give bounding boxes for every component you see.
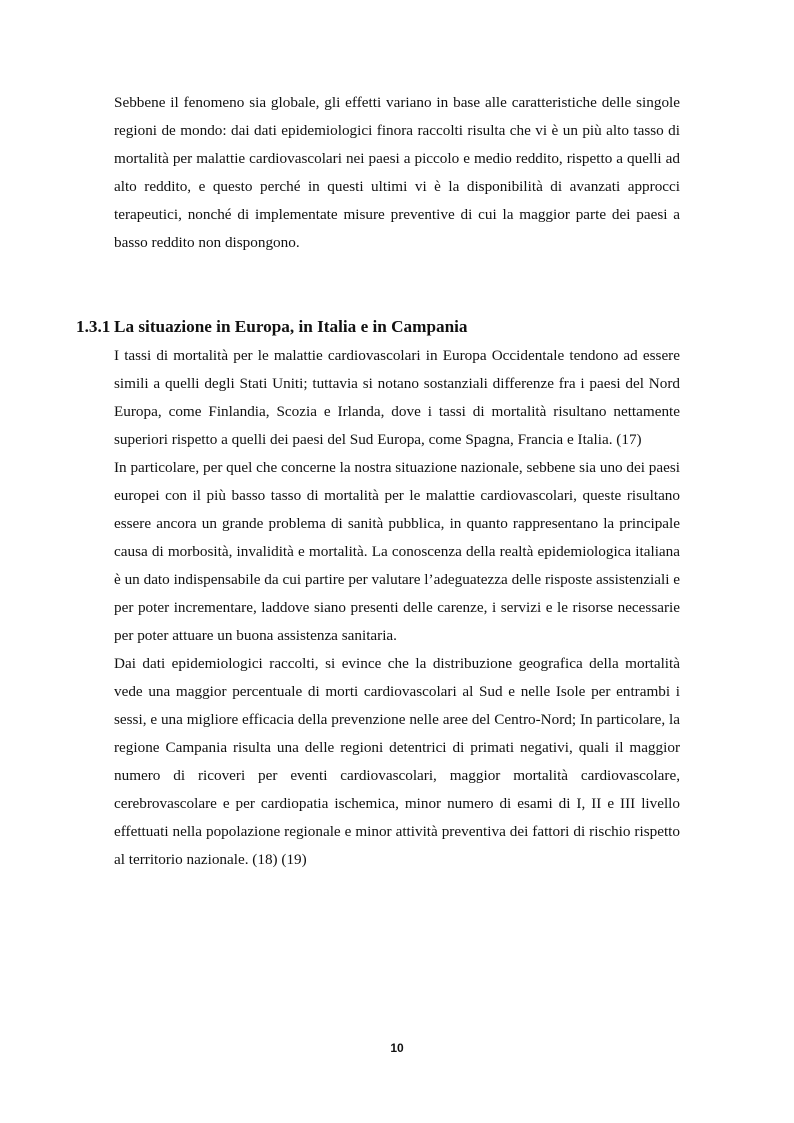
intro-paragraph: Sebbene il fenomeno sia globale, gli effetti variano in base alle caratteristiche delle singole regioni de mondo: dai dati epidemiologici finora raccolti risulta che vi è un più alto tasso di mortalità per malattie cardiovascolari nei paesi a piccolo e medio reddito, rispetto a quelli ad alto reddito, e questo perché in questi ultimi vi è la disponibilità di avanzati approcci terapeutici, nonché di implementate misure preventive di cui la maggior parte dei paesi a basso reddito non dispongono.	[114, 94, 680, 251]
page-number: 10	[390, 1041, 404, 1055]
section-number: 1.3.1	[76, 317, 111, 336]
section-heading	[76, 314, 696, 340]
section-title: La situazione in Europa, in Italia e in Campania	[114, 317, 468, 336]
paragraph-campania: Dai dati epidemiologici raccolti, si evince che la distribuzione geografica della mortalità vede una maggior percentuale di morti cardiovascolari al Sud e nelle Isole per entrambi i sessi, e una migliore efficacia della prevenzione nelle aree del Centro-Nord; In particolare, la regione Campania risulta una delle regioni detentrici di primati negativi, quali il maggior numero di ricoveri per eventi cardiovascolari, maggior mortalità cardiovascolare, cerebrovascolare e per cardiopatia ischemica, minor numero di esami di I, II e III livello effettuati nella popolazione regionale e minor attività preventiva dei fattori di rischio rispetto al territorio nazionale. (18) (19)	[114, 655, 680, 868]
paragraph-italy: In particolare, per quel che concerne la nostra situazione nazionale, sebbene sia uno dei paesi europei con il più basso tasso di mortalità per le malattie cardiovascolari, queste risultano essere ancora un grande problema di sanità pubblica, in quanto rappresentano la principale causa di morbosità, invalidità e mortalità. La conoscenza della realtà epidemiologica italiana è un dato indispensabile da cui partire per valutare l’adeguatezza delle risposte assistenziali e per poter incrementare, laddove siano presenti delle carenze, i servizi e le risorse necessarie per poter attuare un buona assistenza sanitaria.	[114, 459, 680, 644]
section-body	[114, 342, 680, 874]
paragraph-europe: I tassi di mortalità per le malattie cardiovascolari in Europa Occidentale tendono ad essere simili a quelli degli Stati Uniti; tuttavia si notano sostanziali differenze fra i paesi del Nord Europa, come Finlandia, Scozia e Irlanda, dove i tassi di mortalità risultano nettamente superiori rispetto a quelli dei paesi del Sud Europa, come Spagna, Francia e Italia. (17)	[114, 347, 680, 448]
